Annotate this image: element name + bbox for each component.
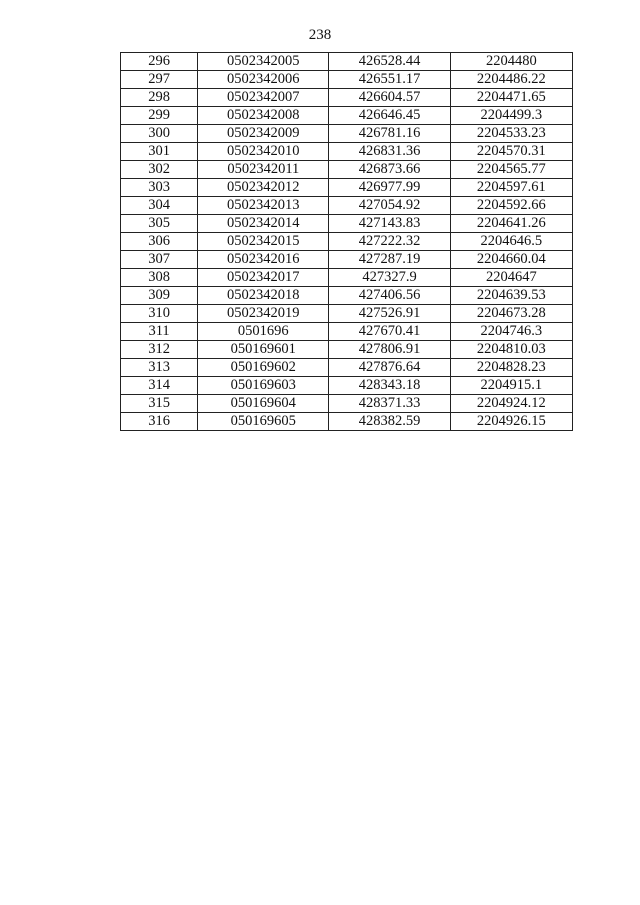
point-number-cell: 302: [121, 161, 198, 179]
y-coordinate-cell: 2204480: [450, 53, 572, 71]
x-coordinate-cell: 427287.19: [329, 251, 450, 269]
x-coordinate-cell: 427406.56: [329, 287, 450, 305]
point-code-cell: 050169603: [198, 377, 329, 395]
y-coordinate-cell: 2204926.15: [450, 413, 572, 431]
x-coordinate-cell: 427876.64: [329, 359, 450, 377]
x-coordinate-cell: 427327.9: [329, 269, 450, 287]
table-row: [121, 107, 573, 125]
x-coordinate-cell: 426646.45: [329, 107, 450, 125]
y-coordinate-cell: 2204565.77: [450, 161, 572, 179]
table-row: [121, 305, 573, 323]
x-coordinate-cell: 428371.33: [329, 395, 450, 413]
point-code-cell: 0502342016: [198, 251, 329, 269]
point-code-cell: 0502342008: [198, 107, 329, 125]
point-number-cell: 309: [121, 287, 198, 305]
point-code-cell: 0502342019: [198, 305, 329, 323]
y-coordinate-cell: 2204915.1: [450, 377, 572, 395]
point-code-cell: 0502342012: [198, 179, 329, 197]
y-coordinate-cell: 2204828.23: [450, 359, 572, 377]
point-number-cell: 306: [121, 233, 198, 251]
x-coordinate-cell: 427222.32: [329, 233, 450, 251]
table-row: [121, 143, 573, 161]
point-code-cell: 0502342018: [198, 287, 329, 305]
point-number-cell: 311: [121, 323, 198, 341]
x-coordinate-cell: 427670.41: [329, 323, 450, 341]
y-coordinate-cell: 2204673.28: [450, 305, 572, 323]
point-number-cell: 298: [121, 89, 198, 107]
y-coordinate-cell: 2204639.53: [450, 287, 572, 305]
y-coordinate-cell: 2204471.65: [450, 89, 572, 107]
y-coordinate-cell: 2204647: [450, 269, 572, 287]
x-coordinate-cell: 427806.91: [329, 341, 450, 359]
x-coordinate-cell: 426873.66: [329, 161, 450, 179]
table-row: [121, 179, 573, 197]
table-row: [121, 71, 573, 89]
table-row: [121, 233, 573, 251]
x-coordinate-cell: 428343.18: [329, 377, 450, 395]
point-number-cell: 307: [121, 251, 198, 269]
table-row: [121, 323, 573, 341]
table-row: [121, 215, 573, 233]
table-row: [121, 89, 573, 107]
y-coordinate-cell: 2204533.23: [450, 125, 572, 143]
x-coordinate-cell: 427143.83: [329, 215, 450, 233]
table-row: [121, 413, 573, 431]
x-coordinate-cell: 428382.59: [329, 413, 450, 431]
table-row: [121, 53, 573, 71]
point-number-cell: 305: [121, 215, 198, 233]
x-coordinate-cell: 426604.57: [329, 89, 450, 107]
table-row: [121, 341, 573, 359]
y-coordinate-cell: 2204660.04: [450, 251, 572, 269]
y-coordinate-cell: 2204746.3: [450, 323, 572, 341]
table-row: [121, 287, 573, 305]
page-number: 238: [308, 27, 332, 43]
point-number-cell: 308: [121, 269, 198, 287]
point-number-cell: 314: [121, 377, 198, 395]
y-coordinate-cell: 2204597.61: [450, 179, 572, 197]
y-coordinate-cell: 2204570.31: [450, 143, 572, 161]
point-code-cell: 0502342010: [198, 143, 329, 161]
table-row: [121, 161, 573, 179]
point-number-cell: 310: [121, 305, 198, 323]
x-coordinate-cell: 426528.44: [329, 53, 450, 71]
x-coordinate-cell: 427054.92: [329, 197, 450, 215]
table-body: [121, 53, 573, 431]
point-code-cell: 0502342015: [198, 233, 329, 251]
x-coordinate-cell: 426551.17: [329, 71, 450, 89]
coordinate-table: [120, 52, 573, 431]
point-code-cell: 0502342005: [198, 53, 329, 71]
x-coordinate-cell: 426977.99: [329, 179, 450, 197]
table-row: [121, 125, 573, 143]
x-coordinate-cell: 426781.16: [329, 125, 450, 143]
point-code-cell: 0502342007: [198, 89, 329, 107]
point-number-cell: 304: [121, 197, 198, 215]
point-code-cell: 0502342006: [198, 71, 329, 89]
point-number-cell: 296: [121, 53, 198, 71]
point-code-cell: 0502342009: [198, 125, 329, 143]
point-code-cell: 050169605: [198, 413, 329, 431]
point-code-cell: 0502342017: [198, 269, 329, 287]
point-code-cell: 0501696: [198, 323, 329, 341]
y-coordinate-cell: 2204924.12: [450, 395, 572, 413]
table-row: [121, 197, 573, 215]
point-code-cell: 050169601: [198, 341, 329, 359]
y-coordinate-cell: 2204641.26: [450, 215, 572, 233]
x-coordinate-cell: 427526.91: [329, 305, 450, 323]
point-number-cell: 299: [121, 107, 198, 125]
y-coordinate-cell: 2204499.3: [450, 107, 572, 125]
point-number-cell: 312: [121, 341, 198, 359]
y-coordinate-cell: 2204646.5: [450, 233, 572, 251]
table-row: [121, 395, 573, 413]
table-row: [121, 269, 573, 287]
point-number-cell: 303: [121, 179, 198, 197]
point-code-cell: 0502342014: [198, 215, 329, 233]
point-number-cell: 313: [121, 359, 198, 377]
x-coordinate-cell: 426831.36: [329, 143, 450, 161]
point-number-cell: 315: [121, 395, 198, 413]
point-number-cell: 297: [121, 71, 198, 89]
y-coordinate-cell: 2204592.66: [450, 197, 572, 215]
table-row: [121, 251, 573, 269]
point-code-cell: 0502342011: [198, 161, 329, 179]
table-row: [121, 359, 573, 377]
y-coordinate-cell: 2204486.22: [450, 71, 572, 89]
point-code-cell: 0502342013: [198, 197, 329, 215]
y-coordinate-cell: 2204810.03: [450, 341, 572, 359]
point-number-cell: 301: [121, 143, 198, 161]
point-number-cell: 316: [121, 413, 198, 431]
point-code-cell: 050169604: [198, 395, 329, 413]
point-number-cell: 300: [121, 125, 198, 143]
table-row: [121, 377, 573, 395]
point-code-cell: 050169602: [198, 359, 329, 377]
